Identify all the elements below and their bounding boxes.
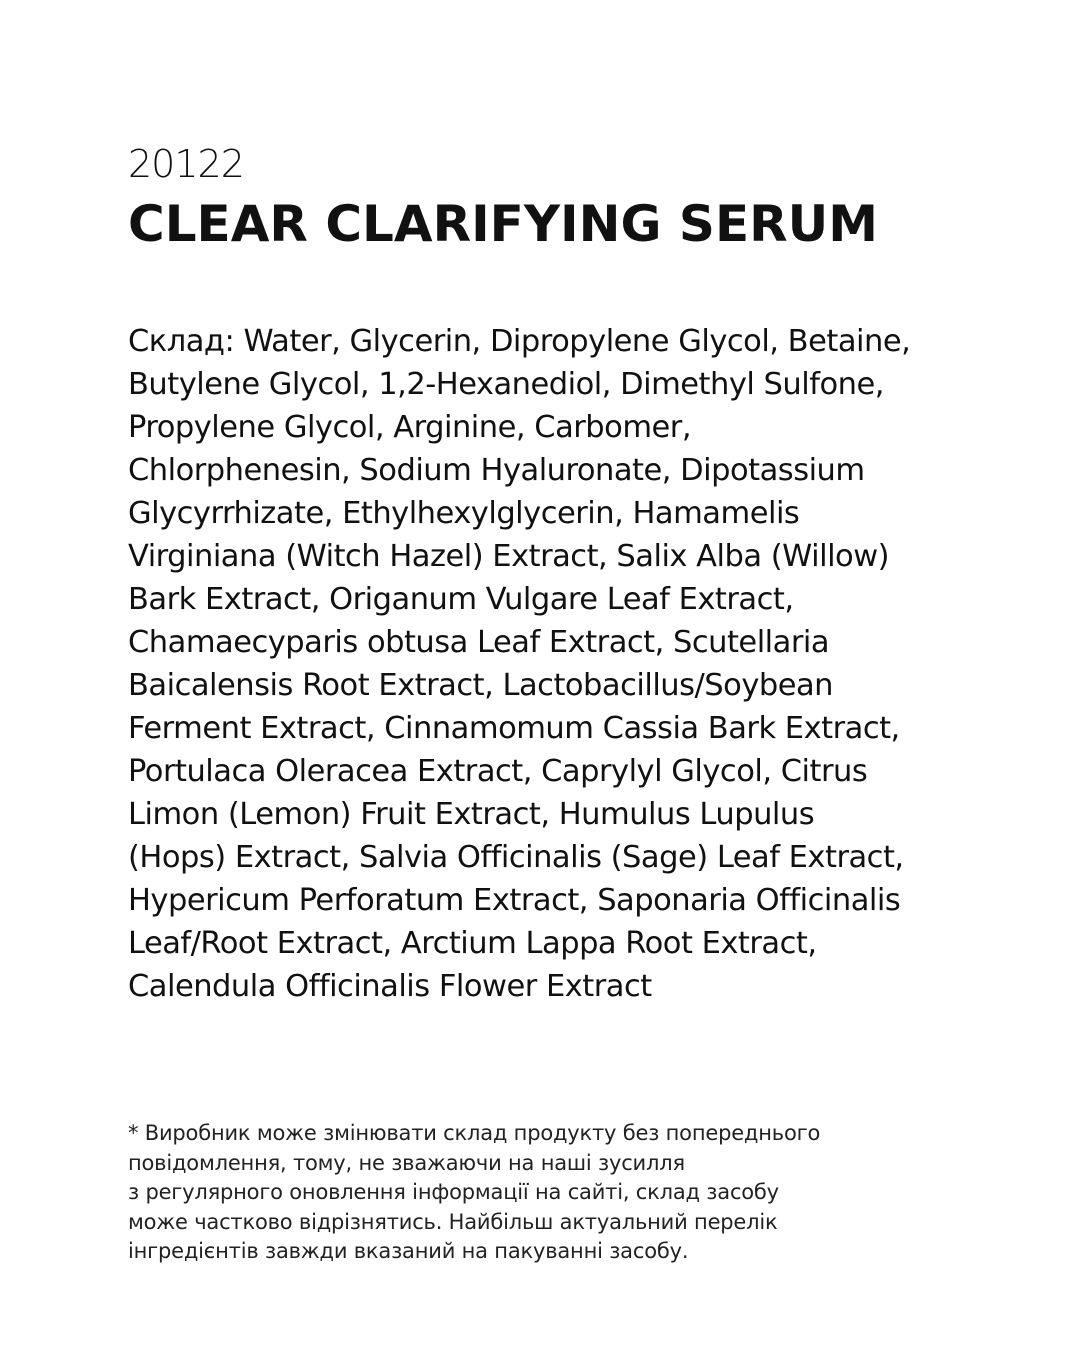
composition-line: Butylene Glycol, 1,2-Hexanediol, Dimethyl Sulfone, <box>128 367 884 402</box>
disclaimer-line: * Виробник може змінювати склад продукту без попереднього <box>128 1121 821 1145</box>
composition-line: Ferment Extract, Cinnamomum Cassia Bark Extract, <box>128 711 900 746</box>
composition-line: Hypericum Perforatum Extract, Saponaria Officinalis <box>128 883 901 918</box>
composition-line: Baicalensis Root Extract, Lactobacillus/Soybean <box>128 668 834 703</box>
disclaimer-line: інгредієнтів завжди вказаний на пакуванні засобу. <box>128 1239 689 1264</box>
composition-line: (Hops) Extract, Salvia Officinalis (Sage) Leaf Extract, <box>128 840 904 875</box>
composition-line: Glycyrrhizate, Ethylhexylglycerin, Hamamelis <box>128 496 800 531</box>
composition-line: Calendula Officinalis Flower Extract <box>128 969 652 1004</box>
disclaimer-line: може частково відрізнятись. Найбільш актуальний перелік <box>128 1209 778 1234</box>
disclaimer-line: з регулярного оновлення інформації на сайті, склад засобу <box>128 1180 779 1205</box>
composition-line: Bark Extract, Origanum Vulgare Leaf Extract, <box>128 582 794 617</box>
product-title: CLEAR CLARIFYING SERUM <box>128 195 878 253</box>
composition-line: Propylene Glycol, Arginine, Carbomer, <box>128 410 692 445</box>
composition-line: Limon (Lemon) Fruit Extract, Humulus Lupulus <box>128 797 815 832</box>
composition-line: Chamaecyparis obtusa Leaf Extract, Scutellaria <box>128 625 830 660</box>
composition-line: Chlorphenesin, Sodium Hyaluronate, Dipotassium <box>128 453 865 488</box>
composition-line: Leaf/Root Extract, Arctium Lappa Root Extract, <box>128 926 817 961</box>
composition-line: Virginiana (Witch Hazel) Extract, Salix Alba (Willow) <box>128 539 890 574</box>
composition-text <box>128 320 1048 1008</box>
disclaimer-note <box>128 1119 1028 1267</box>
product-code: 20122 <box>128 142 244 186</box>
composition-line: Склад: Water, Glycerin, Dipropylene Glycol, Betaine, <box>128 324 911 359</box>
composition-line: Portulaca Oleracea Extract, Caprylyl Glycol, Citrus <box>128 754 868 789</box>
disclaimer-line: повідомлення, тому, не зважаючи на наші зусилля <box>128 1150 685 1175</box>
